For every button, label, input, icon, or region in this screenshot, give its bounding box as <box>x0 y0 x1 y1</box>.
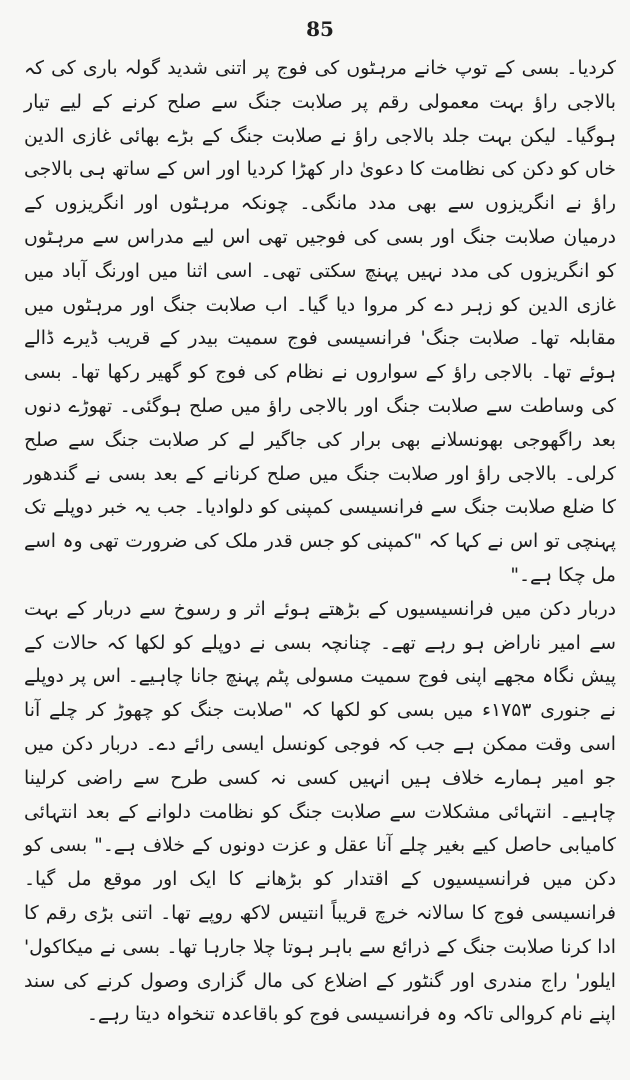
page-number: 85 <box>306 17 334 41</box>
paragraph-1: کردیا۔ بسی کے توپ خانے مرہٹوں کی فوج پر اتنی شدید گولہ باری کی کہ بالاجی راؤ بہت معمولی رقم پر صلابت جنگ سے صلح کرنے کے لیے تیار ہوگیا۔ لیکن بہت جلد بالاجی راؤ نے صلابت جنگ کے بڑے بھائی غازی الدین خاں کو دکن کی نظامت کا دعویٰ دار کھڑا کردیا اور اس کے ساتھ ہی بالاجی راؤ نے انگریزوں سے بھی مدد مانگی۔ چونکہ مرہٹوں اور انگریزوں کے درمیان صلابت جنگ اور بسی کی فوجیں تھی اس لیے مدراس سے مرہٹوں کو انگریزوں کی مدد نہیں پہنچ سکتی تھی۔ اسی اثنا میں اورنگ آباد میں غازی الدین کو زہر دے کر مروا دیا گیا۔ اب صلابت جنگ اور مرہٹوں میں مقابلہ تھا۔ صلابت جنگ' فرانسیسی فوج سمیت بیدر کے قریب ڈیرے ڈالے ہوئے تھا۔ بالاجی راؤ کے سواروں نے نظام کی فوج کو گھیر رکھا تھا۔ بسی کی وساطت سے صلابت جنگ اور بالاجی راؤ میں صلح ہوگئی۔ تھوڑے دنوں بعد راگھوجی بھونسلانے بھی برار کی جاگیر لے کر صلابت جنگ سے صلح کرلی۔ بالاجی راؤ اور صلابت جنگ میں صلح کرنانے کے بعد بسی نے گندھور کا ضلع صلابت جنگ سے فرانسیسی کمپنی کو دلوادیا۔ جب یہ خبر دوپلے تک پہنچی تو اس نے کہا کہ "کمپنی کو جس قدر ملک کی ضرورت تھی وہ اسے مل چکا ہے۔" <box>24 58 616 586</box>
paragraph-2: دربار دکن میں فرانسیسیوں کے بڑھتے ہوئے اثر و رسوخ سے دربار کے بہت سے امیر ناراض ہو رہے تھے۔ چنانچہ بسی نے دوپلے کو لکھا کہ حالات کے پیش نگاہ مجھے اپنی فوج سمیت مسولی پٹم پہنچ جانا چاہیے۔ اس پر دوپلے نے جنوری ۱۷۵۳ء میں بسی کو لکھا کہ "صلابت جنگ کو چھوڑ کر چلے آنا اسی وقت ممکن ہے جب کہ فوجی کونسل ایسی رائے دے۔ دربار دکن میں جو امیر ہمارے خلاف ہیں انہیں کسی نہ کسی طرح سے راضی کرلینا چاہیے۔ انتہائی مشکلات سے صلابت جنگ کو نظامت دلوانے کے بعد انتہائی کامیابی حاصل کیے بغیر چلے آنا عقل و عزت دونوں کے خلاف ہے۔" بسی کو دکن میں فرانسیسیوں کے اقتدار کو بڑھانے کا ایک اور موقع مل گیا۔ فرانسیسی فوج کا سالانہ خرچ قریباً انتیس لاکھ روپے تھا۔ اتنی بڑی رقم کا ادا کرنا صلابت جنگ کے ذرائع سے باہر ہوتا چلا جارہا تھا۔ بسی نے میکاکول' ایلور' راج مندری اور گنٹور کے اضلاع کی مال گزاری وصول کرنے کی سند اپنے نام کروالی تاکہ وہ فرانسیسی فوج کو باقاعدہ تنخواہ دیتا رہے۔ <box>24 598 617 1026</box>
page-body <box>24 52 616 1032</box>
